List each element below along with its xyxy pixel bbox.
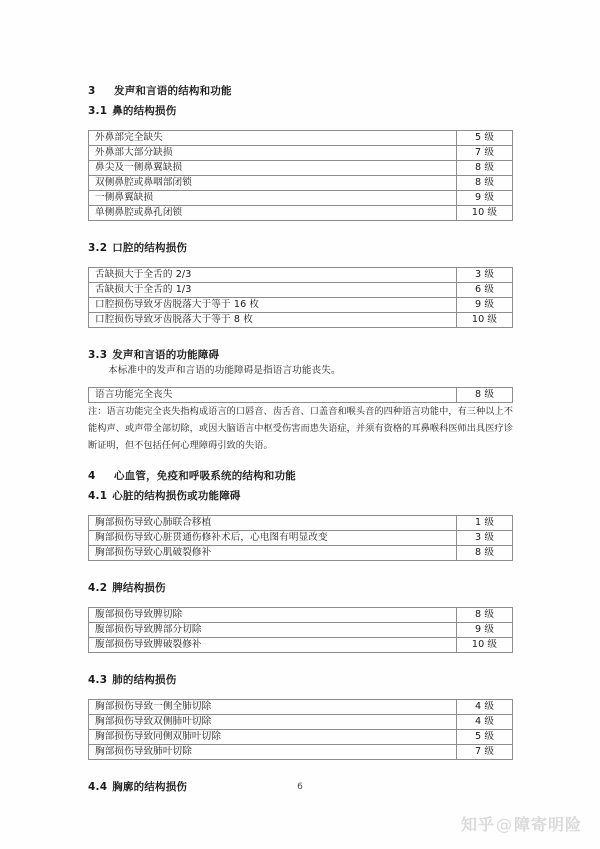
injury-item: 腹部损伤导致脾切除 xyxy=(89,608,457,623)
subsection-number-3-2: 3.2 xyxy=(88,242,108,254)
table-row xyxy=(89,531,513,546)
grade-value: 6 级 xyxy=(457,283,513,298)
spacer xyxy=(88,379,513,387)
grade-value: 5 级 xyxy=(457,131,513,146)
spacer xyxy=(88,760,513,780)
grade-value: 8 级 xyxy=(457,546,513,561)
spacer xyxy=(88,561,513,581)
watermark xyxy=(461,812,582,835)
page-number: 6 xyxy=(297,782,303,792)
spacer xyxy=(88,454,513,469)
section-heading-4 xyxy=(88,469,513,484)
grade-value: 4 级 xyxy=(457,715,513,730)
table-row xyxy=(89,700,513,715)
injury-item: 胸部损伤导致一侧全肺切除 xyxy=(89,700,457,715)
grade-table-4-2 xyxy=(88,607,513,653)
injury-item: 一侧鼻翼缺损 xyxy=(89,191,457,206)
subsection-number-3-3: 3.3 xyxy=(88,349,108,361)
injury-item: 口腔损伤导致牙齿脱落大于等于 8 枚 xyxy=(89,313,457,328)
table-row xyxy=(89,283,513,298)
spacer xyxy=(88,688,513,699)
subsection-title-4-1: 心脏的结构损伤或功能障碍 xyxy=(112,490,241,502)
subsection-number-4-3: 4.3 xyxy=(88,674,108,686)
table-row xyxy=(89,638,513,653)
grade-value: 9 级 xyxy=(457,298,513,313)
page-content xyxy=(88,84,513,795)
grade-table-4-3 xyxy=(88,699,513,760)
watermark-at-symbol: @ xyxy=(495,815,513,834)
subsection-title-4-2: 脾结构损伤 xyxy=(112,582,166,594)
table-row xyxy=(89,608,513,623)
grade-value: 10 级 xyxy=(457,206,513,221)
table-row xyxy=(89,268,513,283)
table-row xyxy=(89,516,513,531)
section-number-4: 4 xyxy=(88,470,96,482)
section-title-3: 发声和言语的结构和功能 xyxy=(114,85,232,97)
table-row xyxy=(89,715,513,730)
grade-value: 9 级 xyxy=(457,623,513,638)
injury-item: 胸部损伤导致同侧双肺叶切除 xyxy=(89,730,457,745)
spacer xyxy=(88,256,513,267)
table-row xyxy=(89,623,513,638)
injury-item: 鼻尖及一侧鼻翼缺损 xyxy=(89,161,457,176)
grade-value: 7 级 xyxy=(457,146,513,161)
subsection-title-4-3: 肺的结构损伤 xyxy=(112,674,177,686)
injury-item: 舌缺损大于全舌的 2/3 xyxy=(89,268,457,283)
injury-item: 胸部损伤导致双侧肺叶切除 xyxy=(89,715,457,730)
section-number-3: 3 xyxy=(88,85,96,97)
watermark-site: 知乎 xyxy=(460,815,495,834)
injury-item: 胸部损伤导致肺叶切除 xyxy=(89,745,457,760)
spacer xyxy=(88,504,513,515)
grade-value: 5 级 xyxy=(457,730,513,745)
spacer xyxy=(88,221,513,241)
spacer xyxy=(88,119,513,130)
subsection-heading-4-1 xyxy=(88,489,513,504)
grade-value: 3 级 xyxy=(457,531,513,546)
watermark-username: 障寄明险 xyxy=(513,815,582,834)
table-row xyxy=(89,298,513,313)
subsection-number-4-1: 4.1 xyxy=(88,490,108,502)
grade-value: 1 级 xyxy=(457,516,513,531)
subsection-heading-3-1 xyxy=(88,104,513,119)
injury-item: 口腔损伤导致牙齿脱落大于等于 16 枚 xyxy=(89,298,457,313)
grade-value: 3 级 xyxy=(457,268,513,283)
injury-item: 舌缺损大于全舌的 1/3 xyxy=(89,283,457,298)
injury-item: 双侧鼻腔或鼻咽部闭锁 xyxy=(89,176,457,191)
table-row xyxy=(89,745,513,760)
table-row xyxy=(89,176,513,191)
grade-table-3-1 xyxy=(88,130,513,221)
injury-item: 单侧鼻腔或鼻孔闭锁 xyxy=(89,206,457,221)
grade-value: 4 级 xyxy=(457,700,513,715)
table-row xyxy=(89,146,513,161)
subsection-title-3-2: 口腔的结构损伤 xyxy=(112,242,188,254)
injury-item: 外鼻部完全缺失 xyxy=(89,131,457,146)
table-row xyxy=(89,131,513,146)
grade-value: 10 级 xyxy=(457,638,513,653)
grade-value: 9 级 xyxy=(457,191,513,206)
injury-item: 外鼻部大部分缺损 xyxy=(89,146,457,161)
injury-item: 胸部损伤导致心肌破裂修补 xyxy=(89,546,457,561)
grade-table-4-1 xyxy=(88,515,513,561)
table-row xyxy=(89,206,513,221)
grade-table-3-2 xyxy=(88,267,513,328)
injury-item: 语言功能完全丧失 xyxy=(89,388,457,403)
subsection-heading-4-2 xyxy=(88,581,513,596)
section-title-4: 心血管，免疫和呼吸系统的结构和功能 xyxy=(114,470,296,482)
subsection-number-3-1: 3.1 xyxy=(88,105,108,117)
subsection-heading-4-3 xyxy=(88,673,513,688)
grade-table-3-3 xyxy=(88,387,513,403)
injury-item: 腹部损伤导致脾部分切除 xyxy=(89,623,457,638)
grade-value: 8 级 xyxy=(457,161,513,176)
grade-value: 8 级 xyxy=(457,608,513,623)
subsection-note-3-3: 注：语言功能完全丧失指构成语言的口唇音、齿舌音、口盖音和喉头音的四种语言功能中，有三种以上不能构声、或声带全部切除，或因大脑语言中枢受伤害而患失语症，并须有资格的耳鼻喉科医师出具医疗诊断证明，但不包括任何心理障碍引致的失语。 xyxy=(88,406,513,451)
table-row xyxy=(89,730,513,745)
grade-value: 8 级 xyxy=(457,176,513,191)
section-heading-3 xyxy=(88,84,513,99)
spacer xyxy=(88,328,513,348)
subsection-title-3-1: 鼻的结构损伤 xyxy=(112,105,177,117)
subsection-heading-3-2 xyxy=(88,241,513,256)
injury-item: 腹部损伤导致脾破裂修补 xyxy=(89,638,457,653)
table-row xyxy=(89,161,513,176)
subsection-paragraph-3-3: 本标准中的发声和言语的功能障碍是指语言功能丧失。 xyxy=(108,365,341,376)
subsection-heading-3-3 xyxy=(88,348,513,363)
subsection-title-4-4: 胸廓的结构损伤 xyxy=(112,781,188,793)
grade-value: 8 级 xyxy=(457,388,513,403)
grade-value: 10 级 xyxy=(457,313,513,328)
table-row xyxy=(89,388,513,403)
spacer xyxy=(88,653,513,673)
subsection-number-4-4: 4.4 xyxy=(88,781,108,793)
injury-item: 胸部损伤导致心肺联合移植 xyxy=(89,516,457,531)
table-row xyxy=(89,546,513,561)
table-row xyxy=(89,191,513,206)
subsection-number-4-2: 4.2 xyxy=(88,582,108,594)
spacer xyxy=(88,596,513,607)
grade-value: 7 级 xyxy=(457,745,513,760)
injury-item: 胸部损伤导致心脏贯通伤修补术后，心电图有明显改变 xyxy=(89,531,457,546)
subsection-title-3-3: 发声和言语的功能障碍 xyxy=(112,349,220,361)
table-row xyxy=(89,313,513,328)
